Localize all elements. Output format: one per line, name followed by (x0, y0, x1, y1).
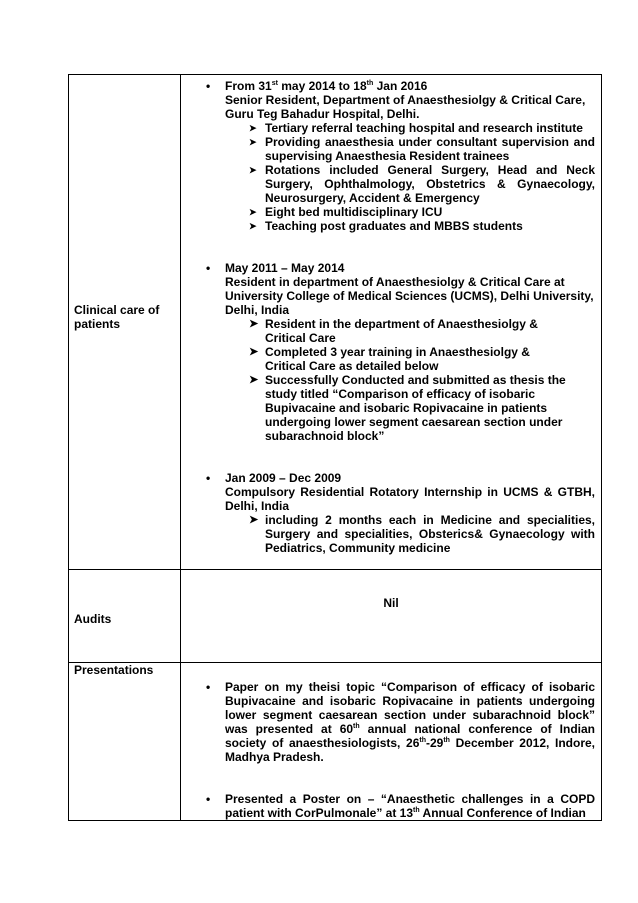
presentation-item (181, 792, 601, 820)
presentation-item (181, 680, 601, 764)
row-audits (69, 570, 602, 663)
row-clinical-care (69, 75, 602, 570)
list-item: ➤ Successfully Conducted and submitted as thesis the study titled “Comparison of efficacy of isobaric Bupivacaine and isobaric Ropivacaine in patients undergoing lower segment caesarean section under subarachnoid block” (249, 373, 566, 443)
bullet-icon: • (206, 680, 211, 694)
audits-value: Nil (383, 596, 399, 610)
entry-title: Senior Resident, Department of Anaesthesiolgy & Critical Care, (225, 93, 586, 107)
entry-items (225, 121, 595, 233)
presentation-text: Presented a Poster on – “Anaesthetic challenges in a COPD patient with CorPulmonale” at 13th Annual Conference of Indian (225, 792, 595, 820)
row-label-clinical: Clinical care of patients (74, 303, 160, 331)
arrow-bullet-icon: ➤ (249, 165, 257, 175)
content-cell (181, 663, 602, 821)
list-item: ➤ including 2 months each in Medicine and specialities, Surgery and specialities, Obsterics& Gynaecology with Pediatrics, Community medicine (249, 513, 595, 555)
entry-items (225, 317, 595, 443)
arrow-bullet-icon: ➤ (249, 207, 257, 217)
content-cell (181, 570, 602, 663)
arrow-bullet-icon: ➤ (249, 346, 259, 358)
entry-title: Resident in department of Anaesthesiolgy & Critical Care at University College of Medical Sciences (UCMS), Delhi University, Delhi, India (225, 275, 594, 317)
entry-date: Jan 2009 – Dec 2009 (225, 471, 342, 485)
experience-entry (181, 79, 601, 233)
arrow-bullet-icon: ➤ (249, 318, 259, 330)
entry-items (225, 513, 595, 555)
bullet-icon: • (206, 471, 211, 485)
bullet-icon: • (206, 79, 211, 93)
entry-place: Guru Teg Bahadur Hospital, Delhi. (225, 107, 420, 121)
arrow-bullet-icon: ➤ (249, 137, 257, 147)
label-cell (69, 663, 181, 821)
row-label-presentations: Presentations (74, 663, 154, 677)
cv-table (68, 74, 602, 821)
list-item: ➤ Eight bed multidisciplinary ICU (249, 205, 443, 219)
list-item: ➤ Completed 3 year training in Anaesthesiolgy & Critical Care as detailed below (249, 345, 530, 373)
arrow-bullet-icon: ➤ (249, 514, 259, 526)
entry-date: May 2011 – May 2014 (225, 261, 345, 275)
row-label-audits: Audits (74, 612, 112, 626)
label-cell (69, 570, 181, 663)
entry-date: From 31st may 2014 to 18th Jan 2016 (225, 79, 428, 93)
experience-entry (181, 471, 601, 555)
list-item: ➤ Resident in the department of Anaesthesiolgy & Critical Care (249, 317, 538, 345)
bullet-icon: • (206, 792, 211, 806)
experience-entry (181, 261, 601, 443)
list-item: ➤ Rotations included General Surgery, Head and Neck Surgery, Ophthalmology, Obstetrics & Gynaecology, Neurosurgery, Accident & Emergency (249, 163, 595, 205)
list-item: ➤ Teaching post graduates and MBBS students (249, 219, 523, 233)
presentation-text: Paper on my theisi topic “Comparison of efficacy of isobaric Bupivacaine and isobaric Ropivacaine in patients undergoing lower segment caesarean section under subarachnoid block” was presented at 60th annual national conference of Indian society of anaesthesiologists, 26th-29th December 2012, Indore, Madhya Pradesh. (225, 680, 595, 764)
list-item: ➤ Providing anaesthesia under consultant supervision and supervising Anaesthesia Resident trainees (249, 135, 595, 163)
arrow-bullet-icon: ➤ (249, 123, 257, 133)
arrow-bullet-icon: ➤ (249, 221, 257, 231)
arrow-bullet-icon: ➤ (249, 374, 259, 386)
content-cell (181, 75, 602, 570)
bullet-icon: • (206, 261, 211, 275)
list-item: ➤ Tertiary referral teaching hospital and research institute (249, 121, 583, 135)
entry-title: Compulsory Residential Rotatory Internship in UCMS & GTBH, Delhi, India (225, 485, 595, 513)
label-cell (69, 75, 181, 570)
row-presentations (69, 663, 602, 821)
